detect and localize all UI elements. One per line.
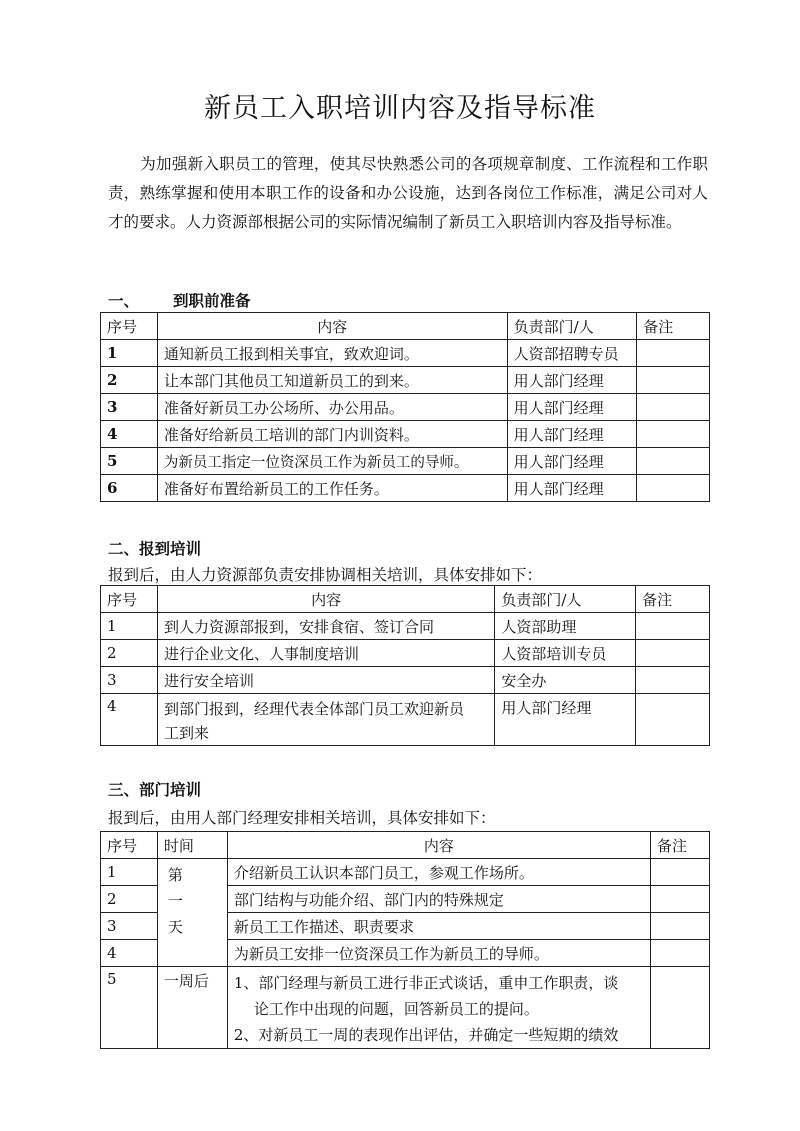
row-dept: 用人部门经理 bbox=[507, 421, 637, 448]
row-no: 4 bbox=[101, 694, 158, 746]
row-no: 3 bbox=[101, 913, 158, 940]
content-item1-line1: 1、部门经理与新员工进行非正式谈话，重申工作职责，谈 bbox=[233, 974, 619, 992]
row-content-line2: 工到来 bbox=[163, 724, 209, 742]
row-content: 准备好新员工办公场所、办公用品。 bbox=[157, 394, 507, 421]
header-content: 内容 bbox=[227, 832, 650, 859]
row-content: 为新员工安排一位资深员工作为新员工的导师。 bbox=[227, 940, 650, 967]
row-note bbox=[651, 967, 710, 1049]
row-content bbox=[227, 967, 650, 1049]
row-no: 5 bbox=[101, 967, 158, 1049]
header-time: 时间 bbox=[157, 832, 227, 859]
row-note bbox=[651, 886, 710, 913]
table-row bbox=[101, 967, 710, 1049]
section1-title: 到职前准备 bbox=[173, 291, 251, 310]
row-dept: 用人部门经理 bbox=[507, 448, 637, 475]
intro-text: 为加强新入职员工的管理，使其尽快熟悉公司的各项规章制度、工作流程和工作职责，熟练掌握和使用本职工作的设备和办公设施，达到各岗位工作标准，满足公司对人才的要求。人力资源部根据公司的实际情况编制了新员工入职培训内容及指导标准。 bbox=[108, 155, 708, 231]
row-content: 为新员工指定一位资深员工作为新员工的导师。 bbox=[157, 448, 507, 475]
row-no: 1 bbox=[101, 859, 158, 886]
header-dept: 负责部门/人 bbox=[495, 586, 636, 613]
row-dept: 用人部门经理 bbox=[507, 367, 637, 394]
header-note: 备注 bbox=[651, 832, 710, 859]
table-row bbox=[101, 694, 710, 746]
row-no: 1 bbox=[101, 613, 158, 640]
row-content: 让本部门其他员工知道新员工的到来。 bbox=[157, 367, 507, 394]
row-note bbox=[651, 913, 710, 940]
row-no: 3 bbox=[101, 394, 158, 421]
row-note bbox=[637, 367, 710, 394]
table-row bbox=[101, 640, 710, 667]
row-content: 进行安全培训 bbox=[157, 667, 494, 694]
row-dept: 用人部门经理 bbox=[507, 394, 637, 421]
table-row bbox=[101, 340, 710, 367]
header-no: 序号 bbox=[101, 586, 158, 613]
section3-table bbox=[100, 831, 710, 1049]
row-dept: 用人部门经理 bbox=[495, 694, 636, 746]
header-content: 内容 bbox=[157, 313, 507, 340]
row-content: 准备好给新员工培训的部门内训资料。 bbox=[157, 421, 507, 448]
row-note bbox=[636, 640, 710, 667]
table-row bbox=[101, 667, 710, 694]
table-row bbox=[101, 367, 710, 394]
section2-description: 报到后，由人力资源部负责安排协调相关培训，具体安排如下： bbox=[108, 566, 543, 584]
section2-table bbox=[100, 585, 710, 746]
row-note bbox=[636, 694, 710, 746]
section3-heading: 三、部门培训 bbox=[108, 780, 202, 799]
section1-number: 一、 bbox=[108, 291, 140, 310]
row-dept: 安全办 bbox=[495, 667, 636, 694]
row-no: 6 bbox=[101, 475, 158, 502]
row-note bbox=[651, 940, 710, 967]
header-content: 内容 bbox=[157, 586, 494, 613]
table-header-row bbox=[101, 586, 710, 613]
row-content: 进行企业文化、人事制度培训 bbox=[157, 640, 494, 667]
content-item1-line2-text: 论工作中出现的问题，回答新员工的提问。 bbox=[253, 1000, 539, 1018]
row-content-line1: 到部门报到，经理代表全体部门员工欢迎新员 bbox=[163, 700, 464, 718]
row-note bbox=[651, 859, 710, 886]
content-item1-line2 bbox=[234, 996, 644, 1022]
row-note bbox=[636, 667, 710, 694]
section2-heading: 二、报到培训 bbox=[108, 539, 202, 558]
row-note bbox=[637, 340, 710, 367]
table-row bbox=[101, 859, 710, 886]
day1-char: 一 bbox=[167, 892, 183, 910]
section1-heading bbox=[108, 289, 251, 311]
row-no: 2 bbox=[101, 886, 158, 913]
header-no: 序号 bbox=[101, 313, 158, 340]
row-no: 2 bbox=[101, 640, 158, 667]
section1-table bbox=[100, 312, 710, 502]
intro-paragraph bbox=[108, 150, 708, 237]
header-note: 备注 bbox=[637, 313, 710, 340]
content-item2-line1: 2、对新员工一周的表现作出评估，并确定一些短期的绩效 bbox=[233, 1026, 619, 1044]
row-content: 通知新员工报到相关事宜，致欢迎词。 bbox=[157, 340, 507, 367]
row-note bbox=[637, 421, 710, 448]
row-dept: 人资部招聘专员 bbox=[507, 340, 637, 367]
table-header-row bbox=[101, 313, 710, 340]
row-note bbox=[637, 475, 710, 502]
day1-char: 天 bbox=[167, 918, 183, 936]
document-title: 新员工入职培训内容及指导标准 bbox=[204, 93, 596, 124]
row-content bbox=[157, 694, 494, 746]
row-note bbox=[637, 394, 710, 421]
row-content: 新员工工作描述、职责要求 bbox=[227, 913, 650, 940]
table-row bbox=[101, 475, 710, 502]
row-content: 介绍新员工认识本部门员工，参观工作场所。 bbox=[227, 859, 650, 886]
section3-description: 报到后，由用人部门经理安排相关培训，具体安排如下： bbox=[108, 809, 496, 827]
table-row bbox=[101, 421, 710, 448]
row-dept: 人资部助理 bbox=[495, 613, 636, 640]
row-no: 3 bbox=[101, 667, 158, 694]
day1-char: 第 bbox=[167, 866, 183, 884]
row-no: 1 bbox=[101, 340, 158, 367]
row-no: 5 bbox=[101, 448, 158, 475]
row-no: 4 bbox=[101, 940, 158, 967]
table-header-row bbox=[101, 832, 710, 859]
row-dept: 人资部培训专员 bbox=[495, 640, 636, 667]
row-note bbox=[637, 448, 710, 475]
row-content: 准备好布置给新员工的工作任务。 bbox=[157, 475, 507, 502]
row-note bbox=[636, 613, 710, 640]
row-no: 2 bbox=[101, 367, 158, 394]
header-no: 序号 bbox=[101, 832, 158, 859]
row-dept: 用人部门经理 bbox=[507, 475, 637, 502]
day1-time-cell bbox=[157, 859, 227, 967]
row-content: 到人力资源部报到，安排食宿、签订合同 bbox=[157, 613, 494, 640]
header-dept: 负责部门/人 bbox=[507, 313, 637, 340]
table-row bbox=[101, 613, 710, 640]
row-no: 4 bbox=[101, 421, 158, 448]
table-row bbox=[101, 394, 710, 421]
header-note: 备注 bbox=[636, 586, 710, 613]
row-content: 部门结构与功能介绍、部门内的特殊规定 bbox=[227, 886, 650, 913]
table-row bbox=[101, 448, 710, 475]
row-time: 一周后 bbox=[157, 967, 227, 1049]
